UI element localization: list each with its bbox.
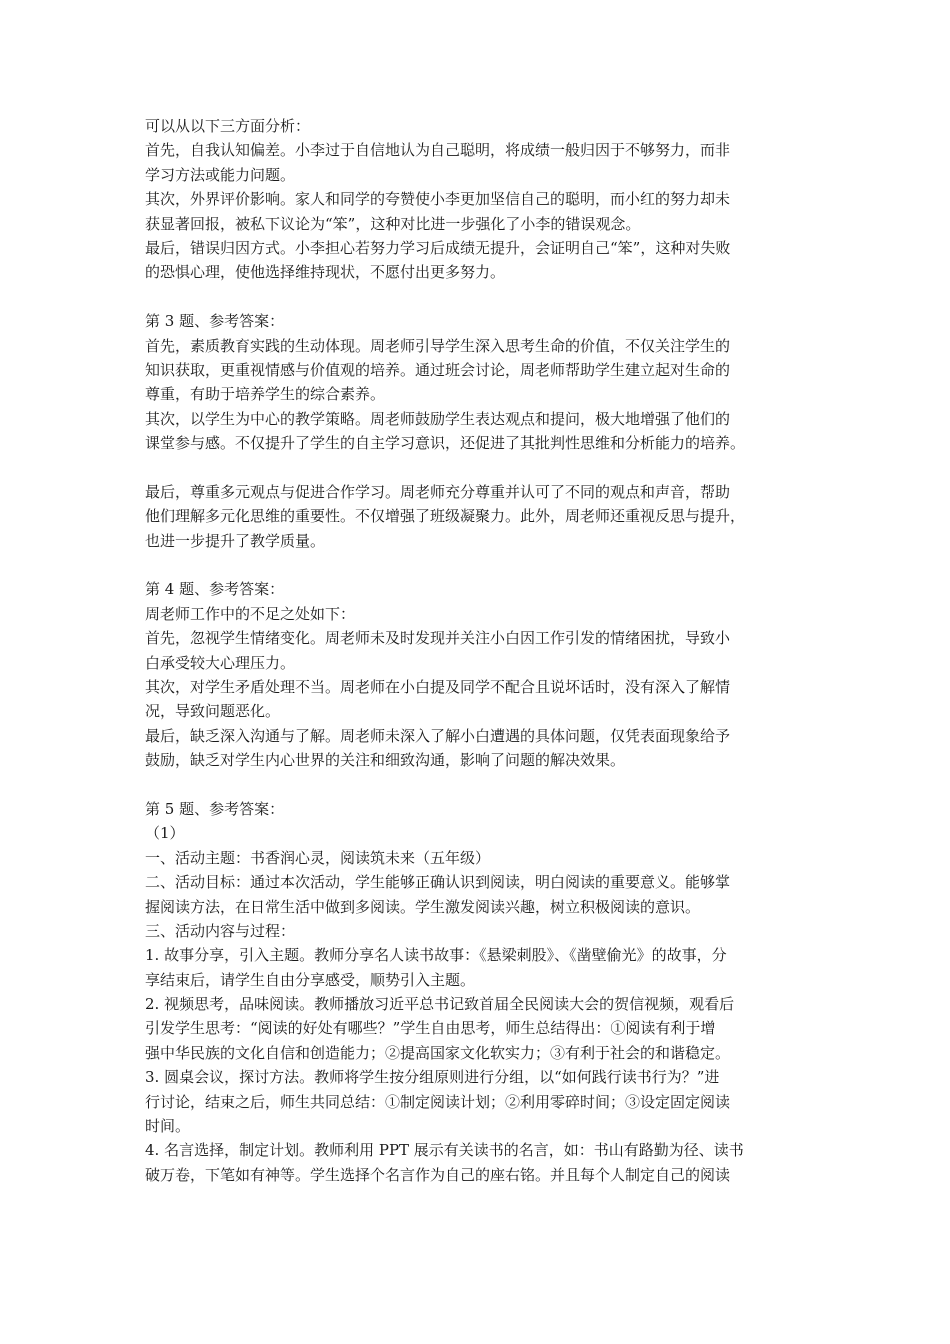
text-line: 第 5 题、参考答案： <box>145 799 285 818</box>
blank-line <box>145 285 815 309</box>
text-line: 首先，忽视学生情绪变化。周老师未及时发现并关注小白因工作引发的情绪困扰，导致小 <box>145 629 731 648</box>
text-line: 行讨论，结束之后，师生共同总结：①制定阅读计划；②利用零碎时间；③设定固定阅读 <box>145 1092 731 1111</box>
blank-line <box>145 455 815 479</box>
text-line: 最后，尊重多元观点与促进合作学习。周老师充分尊重并认可了不同的观点和声音，帮助 <box>145 482 731 501</box>
text-line: 他们理解多元化思维的重要性。不仅增强了班级凝聚力。此外，周老师还重视反思与提升， <box>145 507 746 526</box>
text-line: 周老师工作中的不足之处如下： <box>145 604 356 623</box>
text-line: 握阅读方法，在日常生活中做到多阅读。学生激发阅读兴趣，树立积极阅读的意识。 <box>145 897 701 916</box>
text-line: 获显著回报，被私下议论为“笨”，这种对比进一步强化了小李的错误观念。 <box>145 214 641 233</box>
text-line: 享结束后，请学生自由分享感受，顺势引入主题。 <box>145 970 476 989</box>
text-line: 第 4 题、参考答案： <box>145 580 285 599</box>
text-line: 其次，对学生矛盾处理不当。周老师在小白提及同学不配合且说坏话时，没有深入了解情 <box>145 677 731 696</box>
text-line: 强中华民族的文化自信和创造能力；②提高国家文化软实力；③有利于社会的和谐稳定。 <box>145 1043 731 1062</box>
text-line: 课堂参与感。不仅提升了学生的自主学习意识，还促进了其批判性思维和分析能力的培养。 <box>145 434 746 453</box>
text-line: 鼓励，缺乏对学生内心世界的关注和细致沟通，影响了问题的解决效果。 <box>145 751 626 770</box>
text-line: 的恐惧心理，使他选择维持现状，不愿付出更多努力。 <box>145 263 506 282</box>
text-line: 时间。 <box>145 1117 191 1136</box>
text-line: 2. 视频思考，品味阅读。教师播放习近平总书记致首届全民阅读大会的贺信视频，观看后 <box>145 995 735 1014</box>
text-line: 也进一步提升了教学质量。 <box>145 531 326 550</box>
text-line: 首先，素质教育实践的生动体现。周老师引导学生深入思考生命的价值，不仅关注学生的 <box>145 336 731 355</box>
text-line: 3. 圆桌会议，探讨方法。教师将学生按分组原则进行分组，以“如何践行读书行为？”进 <box>145 1068 720 1087</box>
text-line: 4. 名言选择，制定计划。教师利用 PPT 展示有关读书的名言，如：书山有路勤为径、读书 <box>145 1141 744 1160</box>
document-body <box>145 114 815 1187</box>
blank-line <box>145 553 815 577</box>
text-line: 白承受较大心理压力。 <box>145 653 296 672</box>
text-line: 况，导致问题恶化。 <box>145 702 281 721</box>
text-line: 破万卷，下笔如有神等。学生选择个名言作为自己的座右铭。并且每个人制定自己的阅读 <box>145 1165 731 1184</box>
text-line: 1. 故事分享，引入主题。教师分享名人读书故事：《悬梁刺股》、《凿壁偷光》的故事，分 <box>145 946 727 965</box>
text-line: 引发学生思考：“阅读的好处有哪些？”学生自由思考，师生总结得出：①阅读有利于增 <box>145 1019 716 1038</box>
text-line: 可以从以下三方面分析： <box>145 117 311 135</box>
text-line: 其次，以学生为中心的教学策略。周老师鼓励学生表达观点和提问，极大地增强了他们的 <box>145 409 731 428</box>
text-line: 最后，错误归因方式。小李担心若努力学习后成绩无提升，会证明自己“笨”，这种对失败 <box>145 238 731 257</box>
text-line: 二、活动目标：通过本次活动，学生能够正确认识到阅读，明白阅读的重要意义。能够掌 <box>145 873 731 892</box>
text-line: 其次，外界评价影响。家人和同学的夸赞使小李更加坚信自己的聪明，而小红的努力却未 <box>145 190 731 209</box>
text-line: （1） <box>145 824 185 843</box>
text-line: 第 3 题、参考答案： <box>145 312 285 331</box>
text-line: 尊重，有助于培养学生的综合素养。 <box>145 385 386 404</box>
text-line: 首先，自我认知偏差。小李过于自信地认为自己聪明，将成绩一般归因于不够努力，而非 <box>145 141 731 160</box>
text-line: 最后，缺乏深入沟通与了解。周老师未深入了解小白遭遇的具体问题，仅凭表面现象给予 <box>145 726 731 745</box>
text-line: 知识获取，更重视情感与价值观的培养。通过班会讨论，周老师帮助学生建立起对生命的 <box>145 360 731 379</box>
blank-line <box>145 773 815 797</box>
text-line: 三、活动内容与过程： <box>145 921 296 940</box>
text-line: 一、活动主题：书香润心灵，阅读筑未来（五年级） <box>145 848 491 867</box>
text-line: 学习方法或能力问题。 <box>145 165 296 184</box>
